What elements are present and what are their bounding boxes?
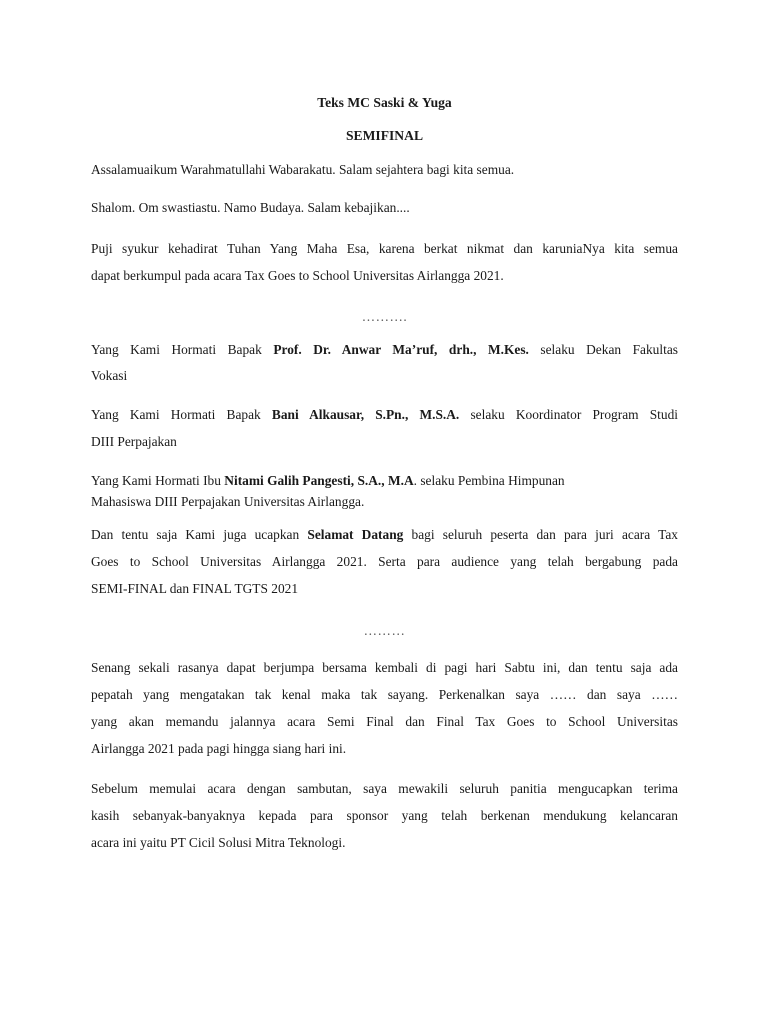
sponsor-line-2: kasih sebanyak-banyaknya kepada para sponsor yang telah berkenan mendukung kelancaran [91,808,678,823]
welcome-line-2: Goes to School Universitas Airlangga 2021. Serta para audience yang telah bergabung pada [91,554,678,569]
intro-line-1: Senang sekali rasanya dapat berjumpa bersama kembali di pagi hari Sabtu ini, dan tentu saja ada [91,660,678,675]
welcome-suffix: bagi seluruh peserta dan para juri acara Tax [411,527,678,542]
honor-3-line-1 [91,473,678,489]
honor-3-line-2: Mahasiswa DIII Perpajakan Universitas Airlangga. [91,494,365,509]
document-title: Teks MC Saski & Yuga [317,95,452,110]
welcome-prefix: Dan tentu saja Kami juga ucapkan [91,527,300,542]
praise-line-1: Puji syukur kehadirat Tuhan Yang Maha Esa, karena berkat nikmat dan karuniaNya kita semua [91,241,678,256]
honor-1-line-2: Vokasi [91,368,128,383]
honor-1-name: Prof. Dr. Anwar Ma’ruf, drh., M.Kes. [273,342,529,357]
document-subtitle: SEMIFINAL [345,128,424,143]
honor-2-line-1 [91,407,678,423]
sponsor-line-1: Sebelum memulai acara dengan sambutan, saya mewakili seluruh panitia mengucapkan terima [91,781,678,796]
separator-2: ……… [363,623,406,638]
intro-line-3: yang akan memandu jalannya acara Semi Final dan Final Tax Goes to School Universitas [91,714,678,729]
honor-2-name: Bani Alkausar, S.Pn., M.S.A. [271,407,460,422]
honor-2-line-2: DIII Perpajakan [91,434,177,449]
separator-1: ………. [361,309,408,324]
honor-2-prefix: Yang Kami Hormati Bapak [91,407,261,422]
intro-line-4: Airlangga 2021 pada pagi hingga siang hari ini. [91,741,347,756]
honor-3-name: Nitami Galih Pangesti, S.A., M.A [224,473,414,488]
greeting-line-1: Assalamuaikum Warahmatullahi Wabarakatu. Salam sejahtera bagi kita semua. [91,162,515,177]
welcome-line-1 [91,527,678,543]
intro-line-2: pepatah yang mengatakan tak kenal maka tak sayang. Perkenalkan saya …… dan saya …… [91,687,678,702]
sponsor-line-3: acara ini yaitu PT Cicil Solusi Mitra Teknologi. [91,835,346,850]
honor-1-prefix: Yang Kami Hormati Bapak [91,342,262,357]
honor-1-line-1 [91,342,678,358]
greeting-line-2: Shalom. Om swastiastu. Namo Budaya. Salam kebajikan.... [91,200,410,215]
praise-line-2: dapat berkumpul pada acara Tax Goes to School Universitas Airlangga 2021. [91,268,504,283]
honor-2-suffix: selaku Koordinator Program Studi [470,407,678,422]
welcome-line-3: SEMI-FINAL dan FINAL TGTS 2021 [91,581,299,596]
welcome-bold: Selamat Datang [307,527,404,542]
honor-1-suffix: selaku Dekan Fakultas [540,342,678,357]
honor-3-suffix: . selaku Pembina Himpunan [413,473,565,488]
honor-3-prefix: Yang Kami Hormati Ibu [91,473,221,488]
